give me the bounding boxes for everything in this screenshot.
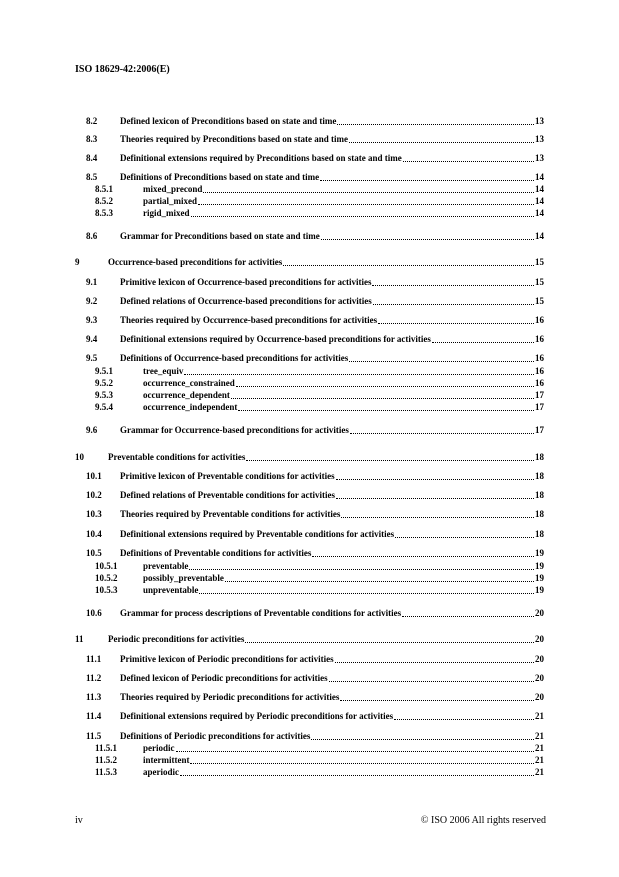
toc-entry[interactable] [86, 548, 544, 559]
toc-entry-page: 16 [535, 353, 544, 363]
toc-entry-number: 8.2 [86, 116, 98, 126]
toc-entry-number: 9.5.2 [95, 378, 113, 388]
toc-leader-dots [402, 615, 534, 617]
toc-leader-dots [395, 536, 534, 538]
toc-entry-page: 13 [535, 153, 544, 163]
toc-entry-page: 18 [535, 471, 544, 481]
toc-entry-number: 9.6 [86, 425, 98, 435]
toc-entry[interactable] [95, 390, 544, 401]
toc-entry[interactable] [86, 711, 544, 722]
toc-entry-title: Primitive lexicon of Periodic preconditions for activities [120, 654, 334, 664]
toc-leader-dots [190, 762, 534, 764]
toc-entry-number: 8.3 [86, 134, 98, 144]
toc-entry[interactable] [95, 767, 544, 778]
toc-entry-page: 20 [535, 654, 544, 664]
toc-entry-number: 9.4 [86, 334, 98, 344]
toc-entry-page: 16 [535, 315, 544, 325]
toc-entry-page: 21 [535, 743, 544, 753]
toc-entry-number: 11.3 [86, 692, 102, 702]
toc-entry-title: Defined lexicon of Preconditions based on state and time [120, 116, 337, 126]
toc-leader-dots [238, 409, 534, 411]
toc-entry-title: Definitions of Occurrence-based preconditions for activities [120, 353, 349, 363]
toc-entry[interactable] [75, 257, 544, 268]
toc-entry-number: 11.5.2 [95, 755, 118, 765]
toc-entry-page: 19 [535, 585, 544, 595]
toc-entry[interactable] [95, 561, 544, 572]
toc-entry[interactable] [86, 334, 544, 345]
toc-entry-number: 10.5.3 [95, 585, 118, 595]
toc-entry-number: 8.6 [86, 231, 98, 241]
toc-leader-dots [432, 341, 534, 343]
toc-entry-number: 9.5 [86, 353, 98, 363]
toc-entry-number: 11.5.3 [95, 767, 118, 777]
page-number: iv [75, 815, 83, 826]
toc-entry-number: 9.2 [86, 296, 98, 306]
toc-entry[interactable] [95, 743, 544, 754]
toc-leader-dots [283, 264, 534, 266]
toc-leader-dots [372, 284, 534, 286]
toc-entry[interactable] [95, 378, 544, 389]
toc-entry-title: Defined lexicon of Periodic preconditions for activities [120, 673, 328, 683]
copyright-notice: © ISO 2006 All rights reserved [420, 815, 546, 826]
toc-entry-page: 20 [535, 673, 544, 683]
toc-entry-page: 15 [535, 296, 544, 306]
toc-leader-dots [225, 580, 534, 582]
toc-entry[interactable] [86, 315, 544, 326]
toc-leader-dots [176, 750, 535, 752]
toc-entry-title: unpreventable [143, 585, 199, 595]
toc-entry-page: 19 [535, 561, 544, 571]
toc-entry[interactable] [86, 134, 544, 145]
toc-entry[interactable] [86, 353, 544, 364]
toc-entry-page: 15 [535, 257, 544, 267]
toc-entry-title: intermittent [143, 755, 190, 765]
toc-entry[interactable] [86, 471, 544, 482]
toc-entry-title: Definitions of Periodic preconditions for activities [120, 731, 311, 741]
toc-entry-number: 11.5.1 [95, 743, 118, 753]
toc-leader-dots [191, 215, 535, 217]
toc-entry-page: 18 [535, 490, 544, 500]
toc-entry-page: 17 [535, 390, 544, 400]
toc-entry[interactable] [95, 196, 544, 207]
toc-entry[interactable] [95, 366, 544, 377]
toc-entry-title: Definitional extensions required by Periodic preconditions for activities [120, 711, 394, 721]
document-id: ISO 18629-42:2006(E) [75, 64, 170, 75]
toc-entry-page: 13 [535, 134, 544, 144]
toc-entry-page: 19 [535, 573, 544, 583]
toc-entry[interactable] [86, 296, 544, 307]
toc-entry-title: Definitional extensions required by Occurrence-based preconditions for activities [120, 334, 431, 344]
toc-leader-dots [341, 516, 534, 518]
toc-entry-page: 14 [535, 172, 544, 182]
toc-entry[interactable] [95, 755, 544, 766]
toc-leader-dots [231, 397, 534, 399]
toc-leader-dots [320, 179, 534, 181]
toc-entry-page: 18 [535, 509, 544, 519]
toc-entry-number: 11.1 [86, 654, 102, 664]
toc-leader-dots [340, 699, 534, 701]
toc-entry[interactable] [86, 673, 544, 684]
toc-leader-dots [245, 641, 534, 643]
toc-entry-title: Grammar for Occurrence-based preconditions for activities [120, 425, 349, 435]
toc-entry-title: Primitive lexicon of Occurrence-based preconditions for activities [120, 277, 372, 287]
toc-entry-title: tree_equiv [143, 366, 184, 376]
toc-leader-dots [349, 360, 534, 362]
toc-entry-number: 8.4 [86, 153, 98, 163]
toc-entry[interactable] [86, 231, 544, 242]
toc-entry-title: Definitions of Preconditions based on state and time [120, 172, 320, 182]
toc-entry-title: partial_mixed [143, 196, 197, 206]
toc-entry-page: 18 [535, 452, 544, 462]
toc-leader-dots [336, 478, 534, 480]
toc-entry-title: Definitional extensions required by Preconditions based on state and time [120, 153, 402, 163]
toc-entry-number: 8.5.2 [95, 196, 113, 206]
toc-entry[interactable] [75, 634, 544, 645]
toc-entry-page: 18 [535, 529, 544, 539]
toc-entry[interactable] [95, 585, 544, 596]
toc-entry-number: 11 [75, 634, 84, 644]
toc-leader-dots [335, 661, 534, 663]
toc-entry-title: occurrence_dependent [143, 390, 230, 400]
toc-entry-title: periodic [143, 743, 175, 753]
toc-leader-dots [203, 191, 534, 193]
toc-entry-number: 10.6 [86, 608, 102, 618]
toc-entry-page: 17 [535, 425, 544, 435]
toc-entry[interactable] [86, 425, 544, 436]
toc-entry-title: Periodic preconditions for activities [108, 634, 245, 644]
toc-entry-title: Theories required by Preventable conditions for activities [120, 509, 341, 519]
toc-entry-number: 11.5 [86, 731, 102, 741]
toc-leader-dots [336, 497, 534, 499]
toc-entry-title: Grammar for Preconditions based on state and time [120, 231, 320, 241]
toc-leader-dots [321, 238, 534, 240]
toc-entry-title: occurrence_independent [143, 402, 238, 412]
toc-entry-title: Occurrence-based preconditions for activities [108, 257, 283, 267]
toc-entry-page: 14 [535, 231, 544, 241]
toc-entry-page: 21 [535, 767, 544, 777]
toc-leader-dots [312, 555, 534, 557]
toc-leader-dots [337, 123, 534, 125]
toc-leader-dots [350, 432, 534, 434]
toc-entry-number: 10.5 [86, 548, 102, 558]
toc-leader-dots [180, 774, 534, 776]
toc-entry-title: Definitions of Preventable conditions for activities [120, 548, 312, 558]
toc-leader-dots [373, 303, 534, 305]
toc-entry[interactable] [86, 692, 544, 703]
toc-entry-number: 11.4 [86, 711, 102, 721]
toc-entry-page: 19 [535, 548, 544, 558]
toc-entry-number: 9.5.3 [95, 390, 113, 400]
toc-entry-title: Theories required by Occurrence-based preconditions for activities [120, 315, 378, 325]
toc-leader-dots [394, 718, 534, 720]
toc-entry-number: 10.4 [86, 529, 102, 539]
toc-entry-number: 10.3 [86, 509, 102, 519]
toc-entry-title: Defined relations of Occurrence-based preconditions for activities [120, 296, 372, 306]
toc-entry-number: 9.5.4 [95, 402, 113, 412]
toc-entry-number: 10.2 [86, 490, 102, 500]
toc-entry-number: 9.3 [86, 315, 98, 325]
toc-entry[interactable] [95, 573, 544, 584]
toc-entry-number: 8.5.3 [95, 208, 113, 218]
toc-leader-dots [246, 459, 534, 461]
toc-entry[interactable] [95, 184, 544, 195]
toc-entry[interactable] [86, 731, 544, 742]
toc-leader-dots [184, 373, 534, 375]
toc-entry-title: Grammar for process descriptions of Preventable conditions for activities [120, 608, 402, 618]
toc-entry[interactable] [86, 277, 544, 288]
toc-entry-page: 15 [535, 277, 544, 287]
toc-entry[interactable] [95, 208, 544, 219]
toc-leader-dots [378, 322, 534, 324]
toc-entry[interactable] [86, 654, 544, 665]
toc-entry-title: Definitional extensions required by Preventable conditions for activities [120, 529, 395, 539]
toc-entry-page: 21 [535, 755, 544, 765]
toc-entry-page: 21 [535, 731, 544, 741]
toc-entry-title: Primitive lexicon of Preventable conditions for activities [120, 471, 335, 481]
toc-entry-page: 17 [535, 402, 544, 412]
toc-entry-number: 10 [75, 452, 84, 462]
toc-leader-dots [329, 680, 534, 682]
toc-entry-number: 9 [75, 257, 80, 267]
toc-entry-title: occurrence_constrained [143, 378, 235, 388]
toc-entry-title: Defined relations of Preventable conditions for activities [120, 490, 335, 500]
toc-entry-number: 11.2 [86, 673, 102, 683]
toc-entry[interactable] [86, 153, 544, 164]
toc-entry-number: 10.5.2 [95, 573, 118, 583]
toc-entry-title: Theories required by Preconditions based on state and time [120, 134, 349, 144]
toc-entry[interactable] [86, 529, 544, 540]
toc-leader-dots [311, 738, 534, 740]
toc-entry-page: 16 [535, 366, 544, 376]
toc-entry-title: possibly_preventable [143, 573, 224, 583]
toc-entry[interactable] [86, 490, 544, 501]
toc-entry[interactable] [86, 116, 544, 127]
toc-entry[interactable] [86, 608, 544, 619]
toc-leader-dots [403, 160, 534, 162]
toc-entry-page: 13 [535, 116, 544, 126]
toc-leader-dots [349, 141, 534, 143]
toc-leader-dots [236, 385, 534, 387]
toc-entry-number: 8.5.1 [95, 184, 113, 194]
toc-entry-number: 10.1 [86, 471, 102, 481]
toc-entry[interactable] [86, 172, 544, 183]
toc-entry-page: 20 [535, 692, 544, 702]
toc-entry-number: 9.1 [86, 277, 98, 287]
toc-entry-title: Preventable conditions for activities [108, 452, 246, 462]
toc-entry-page: 16 [535, 378, 544, 388]
toc-entry-page: 20 [535, 608, 544, 618]
toc-entry-title: preventable [143, 561, 189, 571]
toc-entry-title: aperiodic [143, 767, 179, 777]
toc-entry[interactable] [95, 402, 544, 413]
toc-entry[interactable] [86, 509, 544, 520]
toc-entry-title: mixed_precond [143, 184, 203, 194]
toc-leader-dots [189, 568, 534, 570]
toc-entry-page: 16 [535, 334, 544, 344]
toc-entry-page: 20 [535, 634, 544, 644]
toc-entry-title: Theories required by Periodic preconditions for activities [120, 692, 340, 702]
toc-entry-number: 10.5.1 [95, 561, 118, 571]
toc-entry-title: rigid_mixed [143, 208, 190, 218]
toc-leader-dots [198, 203, 534, 205]
toc-leader-dots [199, 592, 534, 594]
toc-entry-page: 14 [535, 208, 544, 218]
toc-entry-page: 21 [535, 711, 544, 721]
toc-entry-page: 14 [535, 196, 544, 206]
toc-entry-number: 9.5.1 [95, 366, 113, 376]
toc-entry-number: 8.5 [86, 172, 98, 182]
toc-entry-page: 14 [535, 184, 544, 194]
toc-entry[interactable] [75, 452, 544, 463]
